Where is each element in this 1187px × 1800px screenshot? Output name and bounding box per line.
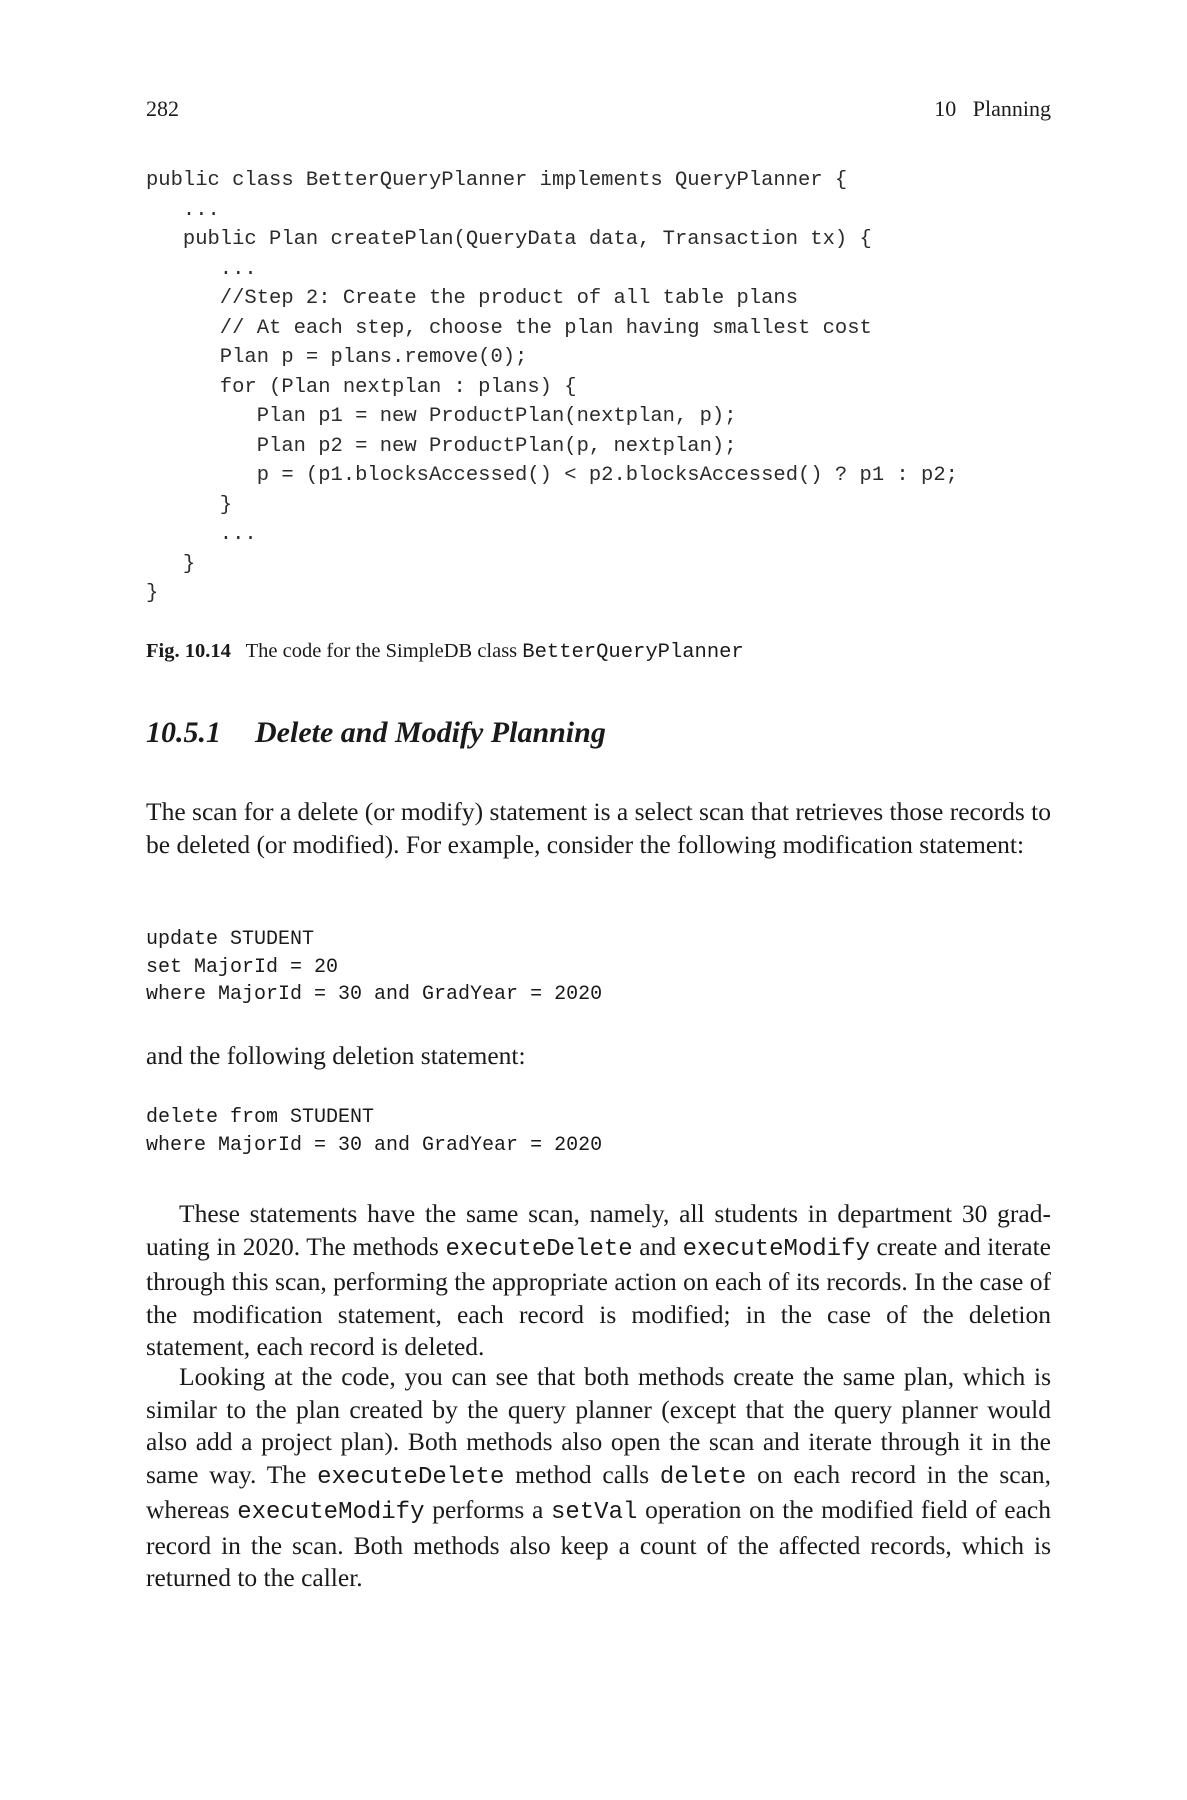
text-run: Looking at the code, you can see that both methods create the same plan, which is similar to the plan created by the query planner (except that the query planner would also add a project plan). Both methods also open the scan and iterate through it in the same way. The xyxy=(146,1362,1051,1489)
code-line: ... xyxy=(146,198,220,222)
running-head xyxy=(146,96,1051,126)
figure-caption xyxy=(146,640,744,664)
method-name: executeDelete xyxy=(445,1235,633,1263)
code-line: Plan p1 = new ProductPlan(nextplan, p); xyxy=(146,405,737,428)
sql-line: delete from STUDENT xyxy=(146,1106,375,1129)
method-name: executeModify xyxy=(682,1235,870,1263)
paragraph-intro: The scan for a delete (or modify) statement is a select scan that retrieves those records to be deleted (or modified). For example, consider the following modification statement: xyxy=(146,797,1051,859)
sql-line: where MajorId = 30 and GradYear = 2020 xyxy=(146,983,603,1006)
code-listing xyxy=(146,166,958,609)
code-line: p = (p1.blocksAccessed() < p2.blocksAccessed() ? p1 : p2; xyxy=(146,464,958,487)
code-line: } xyxy=(146,493,233,517)
paragraph-deletion-intro: and the following deletion statement: xyxy=(146,1041,526,1070)
code-line: ... xyxy=(146,257,257,281)
code-line: public Plan createPlan(QueryData data, Transaction tx) { xyxy=(146,228,872,251)
code-line: //Step 2: Create the product of all table plans xyxy=(146,287,799,310)
code-line: public class BetterQueryPlanner implements QueryPlanner { xyxy=(146,169,848,192)
text-run: method calls xyxy=(515,1459,650,1489)
text-run: on each record in the scan, whereas xyxy=(146,1459,1052,1524)
method-name: delete xyxy=(659,1463,747,1491)
update-statement xyxy=(146,926,602,1009)
delete-statement xyxy=(146,1104,602,1159)
code-line: Plan p2 = new ProductPlan(p, nextplan); xyxy=(146,434,737,458)
section-heading xyxy=(146,716,606,750)
code-line: for (Plan nextplan : plans) { xyxy=(146,375,577,399)
section-number: 10.5.1 xyxy=(146,716,221,749)
code-line: ... xyxy=(146,523,257,546)
text-run: create and iterate through this scan, performing the appropriate action on each of its records. In the case of the modification statement, each record is modified; in the case of the deletion statement, each record is deleted. xyxy=(146,1231,1051,1361)
figure-label: Fig. 10.14 xyxy=(146,640,231,662)
method-name: setVal xyxy=(550,1499,638,1526)
page-number: 282 xyxy=(146,96,179,121)
text-run: and xyxy=(639,1231,677,1261)
section-title: Delete and Modify Planning xyxy=(255,716,606,749)
paragraph-same-scan xyxy=(146,1198,1051,1364)
text-run: operation on the modified field of each record in the scan. Both methods also keep a count of the affected records, which is returned to the caller. xyxy=(146,1495,1051,1592)
sql-line: update STUDENT xyxy=(146,928,315,951)
chapter-reference: 10 Planning xyxy=(934,96,1051,121)
figure-caption-classname: BetterQueryPlanner xyxy=(522,641,744,664)
paragraph-code-explanation xyxy=(146,1361,1051,1595)
text-run: These statements have the same scan, namely, all students in department 30 graduating in 2020. The methods xyxy=(146,1199,1051,1261)
method-name: executeDelete xyxy=(317,1463,505,1491)
sql-line: set MajorId = 20 xyxy=(146,955,339,979)
sql-line: where MajorId = 30 and GradYear = 2020 xyxy=(146,1133,603,1157)
code-line: // At each step, choose the plan having smallest cost xyxy=(146,316,872,340)
figure-caption-text: The code for the SimpleDB class xyxy=(245,640,518,662)
text-run: performs a xyxy=(432,1495,544,1524)
code-line: Plan p = plans.remove(0); xyxy=(146,346,528,369)
code-line: } xyxy=(146,552,196,576)
method-name: executeModify xyxy=(237,1499,425,1526)
code-line: } xyxy=(146,582,159,605)
